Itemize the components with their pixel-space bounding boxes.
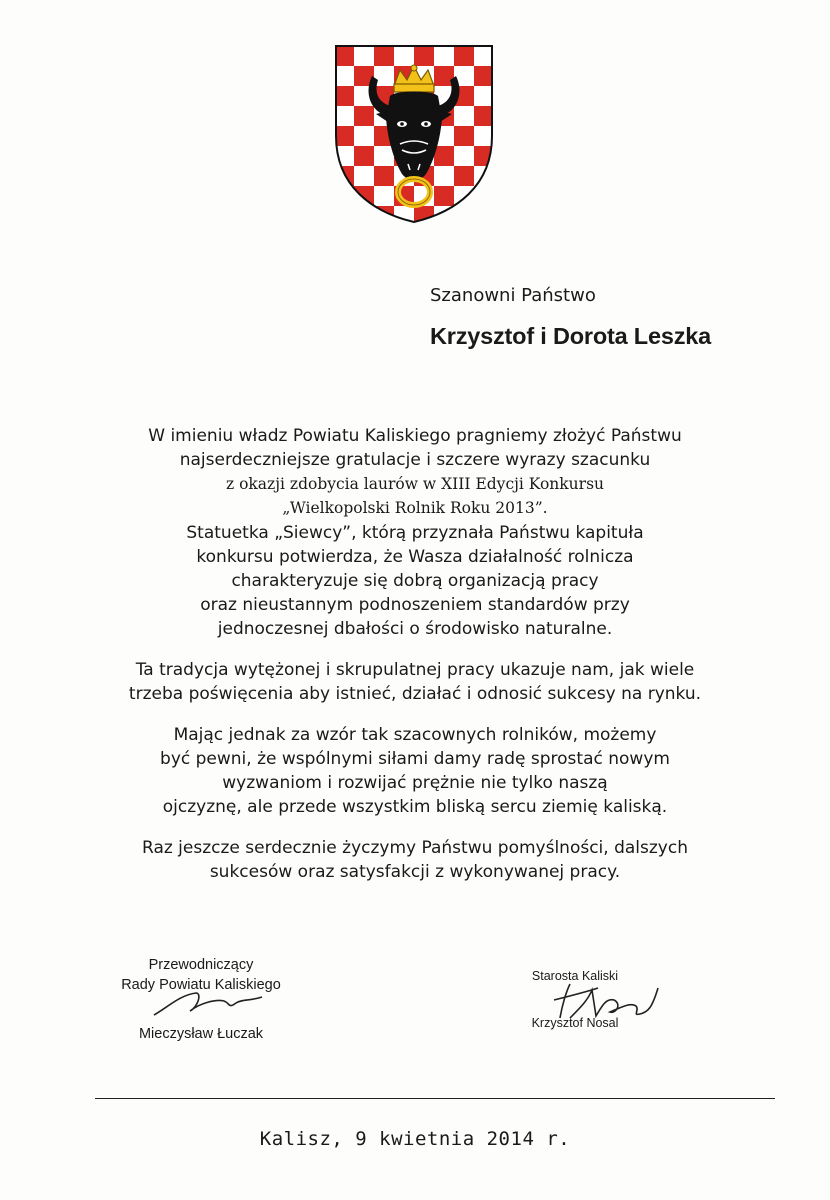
paragraph-tradition — [70, 658, 760, 706]
text-line: Mając jednak za wzór tak szacownych rolników, możemy — [173, 725, 657, 745]
checker-square — [434, 206, 454, 226]
text-line: być pewni, że wspólnymi siłami damy radę sprostać nowym — [160, 749, 670, 769]
paragraph-wishes — [70, 836, 760, 884]
checker-square — [454, 146, 474, 166]
text-line: konkursu potwierdza, że Wasza działalność rolnicza — [196, 547, 634, 567]
crown-icon — [394, 65, 434, 92]
checker-square — [374, 186, 394, 206]
checker-square — [474, 206, 494, 226]
handwritten-signature — [150, 985, 270, 1025]
checker-square — [434, 146, 454, 166]
checker-square — [374, 146, 394, 166]
text-line: wyzwaniom i rozwijać prężnie nie tylko naszą — [222, 773, 608, 793]
checker-square — [454, 126, 474, 146]
checker-square — [494, 146, 496, 166]
checker-square — [494, 166, 496, 186]
text-line: Raz jeszcze serdecznie życzymy Państwu pomyślności, dalszych — [142, 838, 688, 858]
text-line: „Wielkopolski Rolnik Roku 2013”. — [282, 499, 548, 517]
checker-square — [474, 186, 494, 206]
checker-square — [334, 186, 354, 206]
checker-square — [494, 106, 496, 126]
paragraph-congratulations — [70, 424, 760, 520]
checker-square — [374, 166, 394, 186]
text-line: sukcesów oraz satysfakcji z wykonywanej pracy. — [209, 862, 621, 882]
checker-square — [354, 46, 374, 66]
checker-square — [354, 126, 374, 146]
checker-square — [494, 66, 496, 86]
recipient-name: Krzysztof i Dorota Leszka — [430, 323, 711, 349]
text-line: ojczyznę, ale przede wszystkim bliską sercu ziemię kaliską. — [162, 797, 668, 817]
signatory-title: Starosta Kaliski — [531, 969, 619, 983]
checker-square — [354, 146, 374, 166]
signatory-title: Rady Powiatu Kaliskiego — [121, 977, 281, 993]
checker-square — [434, 166, 454, 186]
text-line: Ta tradycja wytężonej i skrupulatnej pracy ukazuje nam, jak wiele — [135, 660, 695, 680]
checker-square — [354, 166, 374, 186]
checker-square — [494, 46, 496, 66]
checker-square — [494, 86, 496, 106]
text-line: najserdeczniejsze gratulacje i szczere wyrazy szacunku — [179, 450, 651, 470]
checker-square — [494, 186, 496, 206]
checker-square — [454, 106, 474, 126]
text-line: trzeba poświęcenia aby istnieć, działać i odnosić sukcesy na rynku. — [128, 684, 702, 704]
signatory-name: Mieczysław Łuczak — [138, 1026, 264, 1042]
signatory-name: Krzysztof Nosal — [531, 1016, 619, 1030]
checker-square — [334, 206, 354, 226]
paragraph-statuette — [70, 521, 760, 641]
checker-square — [374, 206, 394, 226]
checker-square — [494, 206, 496, 226]
text-line: Statuetka „Siewcy”, którą przyznała Państwu kapituła — [186, 523, 644, 543]
text-line: charakteryzuje się dobrą organizacją pracy — [231, 571, 599, 591]
checker-square — [454, 46, 474, 66]
text-line: jednoczesnej dbałości o środowisko naturalne. — [217, 619, 613, 639]
checker-square — [354, 106, 374, 126]
checker-square — [354, 206, 374, 226]
text-line: z okazji zdobycia laurów w XIII Edycji Konkursu — [225, 475, 605, 493]
paragraph-model-farmers — [70, 723, 760, 819]
checker-square — [434, 46, 454, 66]
signatory-title: Przewodniczący — [148, 957, 254, 973]
checker-square — [454, 166, 474, 186]
checker-square — [414, 46, 434, 66]
salutation: Szanowni Państwo — [430, 285, 596, 306]
handwritten-signature — [540, 978, 660, 1026]
divider — [95, 1098, 775, 1099]
checker-square — [374, 46, 394, 66]
place-and-date: Kalisz, 9 kwietnia 2014 r. — [259, 1128, 571, 1150]
text-line: oraz nieustannym podnoszeniem standardów przy — [200, 595, 630, 615]
text-line: W imieniu władz Powiatu Kaliskiego pragniemy złożyć Państwu — [148, 426, 682, 446]
checker-square — [434, 186, 454, 206]
checker-square — [454, 206, 474, 226]
checker-square — [494, 126, 496, 146]
coat-of-arms — [332, 40, 496, 226]
checker-square — [394, 46, 414, 66]
